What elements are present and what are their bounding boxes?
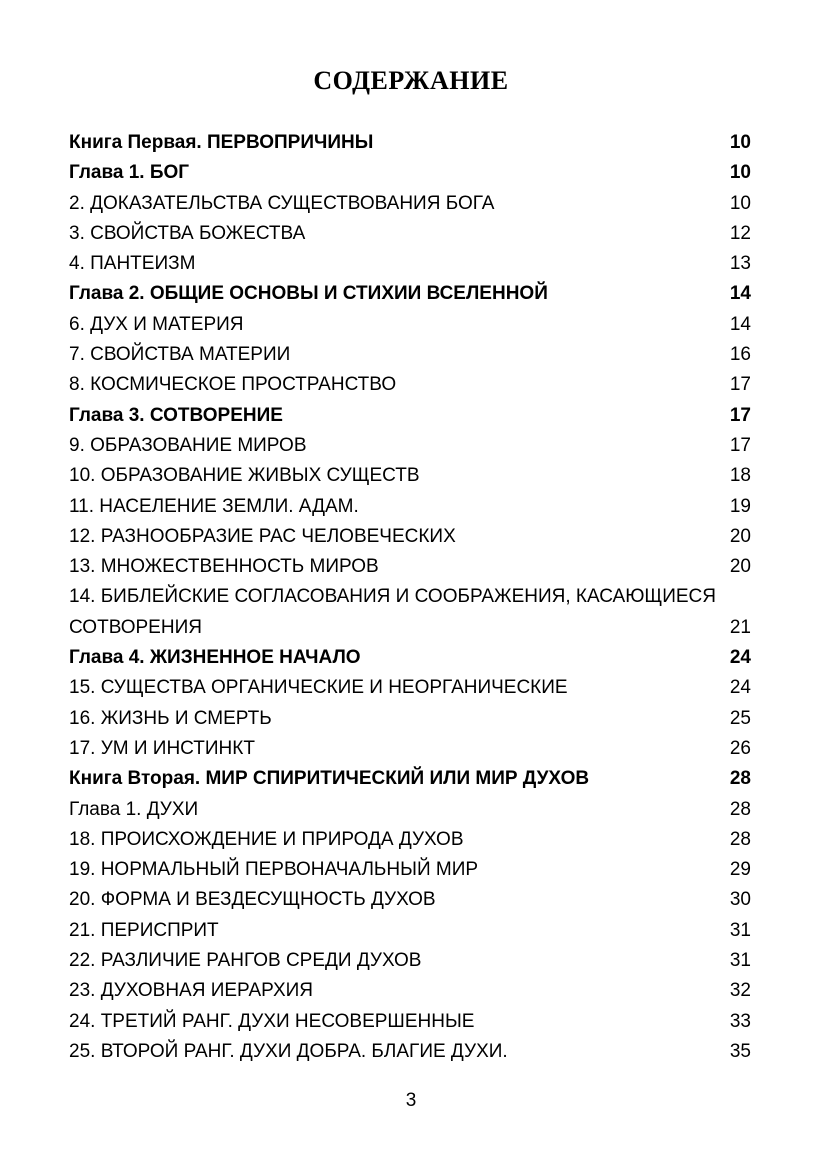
toc-entry-label: 14. БИБЛЕЙСКИЕ СОГЛАСОВАНИЯ И СООБРАЖЕНИЯ, КАСАЮЩИЕСЯ <box>69 586 716 608</box>
toc-entry <box>69 916 751 946</box>
toc-entry-page: 35 <box>729 1040 751 1062</box>
toc-entry <box>69 613 751 643</box>
toc-entry-page: 16 <box>729 344 751 366</box>
toc-entry <box>69 552 751 582</box>
toc-entry <box>69 158 751 188</box>
toc-entry-label: 10. ОБРАЗОВАНИЕ ЖИВЫХ СУЩЕСТВ <box>69 465 420 487</box>
toc-entry <box>69 128 751 158</box>
toc-entry-label: 19. НОРМАЛЬНЫЙ ПЕРВОНАЧАЛЬНЫЙ МИР <box>69 859 479 881</box>
toc-entry-page: 14 <box>729 313 751 335</box>
toc-entry-page: 28 <box>729 798 751 820</box>
toc-entry-page: 24 <box>729 677 751 699</box>
toc-entry-label: 25. ВТОРОЙ РАНГ. ДУХИ ДОБРА. БЛАГИЕ ДУХИ. <box>69 1040 508 1062</box>
toc-entry-page: 31 <box>729 950 751 972</box>
toc-entry <box>69 855 751 885</box>
toc-entry-page: 18 <box>729 465 751 487</box>
toc-entry <box>69 219 751 249</box>
toc-entry-label: 24. ТРЕТИЙ РАНГ. ДУХИ НЕСОВЕРШЕННЫЕ <box>69 1010 475 1032</box>
toc-entry-label: 16. ЖИЗНЬ И СМЕРТЬ <box>69 707 272 729</box>
toc-entry-page: 28 <box>729 768 751 790</box>
toc-entry <box>69 885 751 915</box>
toc-entry-page: 28 <box>729 828 751 850</box>
toc-entry-page: 25 <box>729 707 751 729</box>
toc-entry <box>69 673 751 703</box>
toc-entry-page: 21 <box>729 616 751 638</box>
toc-entry-label: 9. ОБРАЗОВАНИЕ МИРОВ <box>69 434 307 456</box>
toc-entry-label: 17. УМ И ИНСТИНКТ <box>69 737 255 759</box>
toc-entry-label: Глава 3. СОТВОРЕНИЕ <box>69 404 283 426</box>
toc-entry-page: 20 <box>729 556 751 578</box>
toc-entry <box>69 249 751 279</box>
toc-entry <box>69 643 751 673</box>
toc-entry-label: 13. МНОЖЕСТВЕННОСТЬ МИРОВ <box>69 556 379 578</box>
toc-entry <box>69 279 751 309</box>
toc-entry-page: 20 <box>729 525 751 547</box>
toc-entry-label: 8. КОСМИЧЕСКОЕ ПРОСТРАНСТВО <box>69 374 397 396</box>
toc-entry-page: 10 <box>729 162 751 184</box>
toc-entry-page: 12 <box>729 222 751 244</box>
toc-entry-page: 17 <box>729 374 751 396</box>
toc-entry <box>69 431 751 461</box>
toc-entry <box>69 340 751 370</box>
toc-entry-label: 15. СУЩЕСТВА ОРГАНИЧЕСКИЕ И НЕОРГАНИЧЕСКИЕ <box>69 677 568 699</box>
toc-entry-page: 13 <box>729 253 751 275</box>
toc-entry <box>69 795 751 825</box>
toc-entry-label: Глава 4. ЖИЗНЕННОЕ НАЧАЛО <box>69 647 361 669</box>
toc-entry <box>69 582 751 612</box>
toc-entry-page: 29 <box>729 859 751 881</box>
toc-entry-label: 2. ДОКАЗАТЕЛЬСТВА СУЩЕСТВОВАНИЯ БОГА <box>69 192 495 214</box>
toc-entry-label: 18. ПРОИСХОЖДЕНИЕ И ПРИРОДА ДУХОВ <box>69 828 464 850</box>
toc-entry <box>69 704 751 734</box>
toc-entry <box>69 461 751 491</box>
toc-entry <box>69 189 751 219</box>
toc-entry <box>69 764 751 794</box>
toc-entry-label: СОТВОРЕНИЯ <box>69 616 202 638</box>
toc-entry <box>69 401 751 431</box>
toc-entry <box>69 825 751 855</box>
toc-entry-label: 23. ДУХОВНАЯ ИЕРАРХИЯ <box>69 980 314 1002</box>
toc-entry-page: 17 <box>729 404 751 426</box>
toc-entry-page: 30 <box>729 889 751 911</box>
toc-entry <box>69 370 751 400</box>
toc-entry-page: 31 <box>729 919 751 941</box>
toc-entry <box>69 310 751 340</box>
toc-entry-page: 14 <box>729 283 751 305</box>
toc-entry-page: 19 <box>729 495 751 517</box>
toc-entry-label: Глава 1. ДУХИ <box>69 798 199 820</box>
toc-entry-label: 12. РАЗНООБРАЗИЕ РАС ЧЕЛОВЕЧЕСКИХ <box>69 525 456 547</box>
toc-entry-label: 20. ФОРМА И ВЕЗДЕСУЩНОСТЬ ДУХОВ <box>69 889 436 911</box>
toc-entry-page: 24 <box>729 647 751 669</box>
table-of-contents <box>69 128 751 1067</box>
toc-entry <box>69 946 751 976</box>
toc-entry <box>69 1037 751 1067</box>
toc-entry-label: 7. СВОЙСТВА МАТЕРИИ <box>69 344 291 366</box>
toc-entry <box>69 492 751 522</box>
toc-entry <box>69 976 751 1006</box>
toc-entry-label: 22. РАЗЛИЧИЕ РАНГОВ СРЕДИ ДУХОВ <box>69 950 422 972</box>
toc-entry-page: 10 <box>729 132 751 153</box>
toc-entry-label: Книга Вторая. МИР СПИРИТИЧЕСКИЙ ИЛИ МИР ДУХОВ <box>69 768 590 790</box>
toc-entry-label: Глава 2. ОБЩИЕ ОСНОВЫ И СТИХИИ ВСЕЛЕННОЙ <box>69 283 548 305</box>
toc-entry-label: 6. ДУХ И МАТЕРИЯ <box>69 313 244 335</box>
toc-entry-page: 26 <box>729 737 751 759</box>
toc-entry-label: 4. ПАНТЕИЗМ <box>69 253 196 275</box>
toc-entry-label: 3. СВОЙСТВА БОЖЕСТВА <box>69 222 306 244</box>
toc-entry <box>69 1007 751 1037</box>
toc-entry-label: Книга Первая. ПЕРВОПРИЧИНЫ <box>69 132 374 153</box>
toc-entry <box>69 522 751 552</box>
page-title: СОДЕРЖАНИЕ <box>313 66 509 95</box>
toc-entry <box>69 734 751 764</box>
toc-entry-page: 17 <box>729 434 751 456</box>
toc-entry-label: Глава 1. БОГ <box>69 162 190 184</box>
toc-entry-page: 32 <box>729 980 751 1002</box>
toc-entry-label: 21. ПЕРИСПРИТ <box>69 919 219 941</box>
page-number: 3 <box>405 1090 417 1111</box>
toc-entry-label: 11. НАСЕЛЕНИЕ ЗЕМЛИ. АДАМ. <box>69 495 359 517</box>
toc-entry-page: 10 <box>729 192 751 214</box>
toc-entry-page: 33 <box>729 1010 751 1032</box>
